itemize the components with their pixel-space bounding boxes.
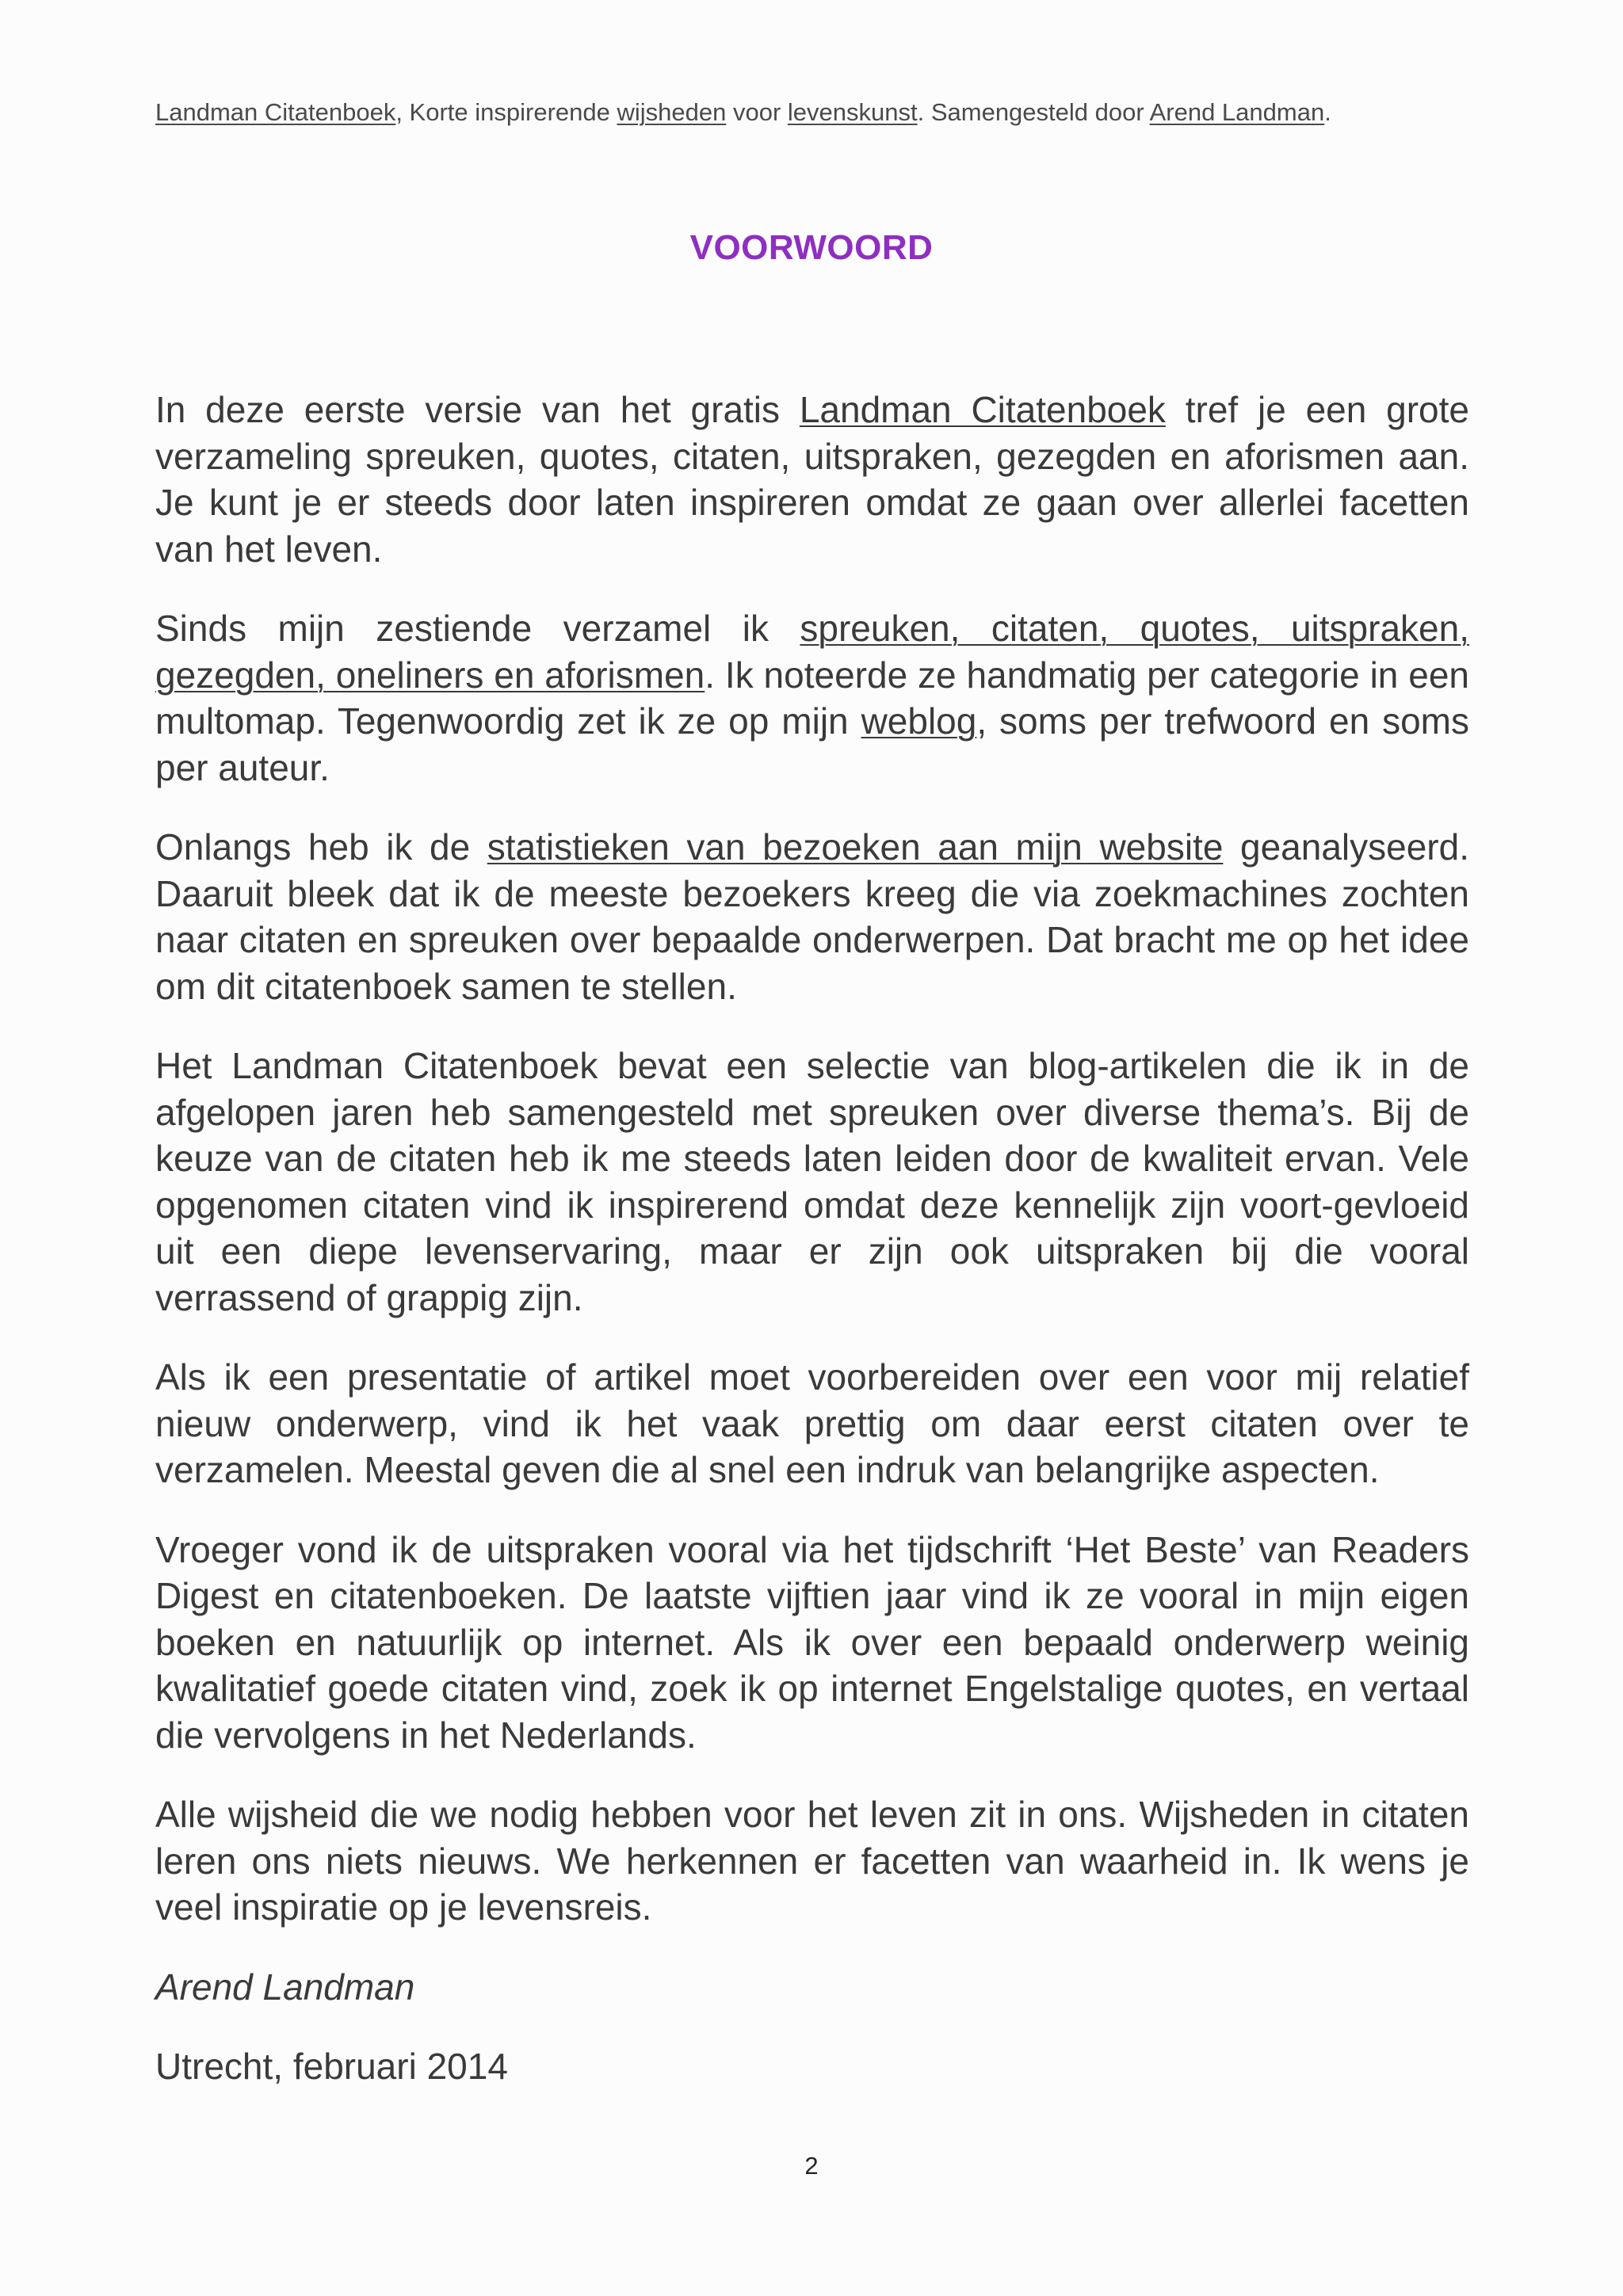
header-link-citatenboek[interactable]: Landman Citatenboek	[155, 98, 396, 126]
header-link-wijsheden[interactable]: wijsheden	[617, 98, 727, 126]
place-date: Utrecht, februari 2014	[155, 2046, 508, 2087]
paragraph-text: . Ik noteerde ze handmatig per categorie in een multomap. Tegenwoordig zet ik ze op mijn	[155, 654, 1469, 742]
link-spreuken-collection[interactable]: spreuken, citaten, quotes, uitspraken, gezegden, oneliners en aforismen	[155, 608, 1469, 696]
link-landman-citatenboek[interactable]: Landman Citatenboek	[799, 389, 1166, 430]
running-header	[155, 98, 1471, 127]
paragraph-text: Onlangs heb ik de	[155, 826, 487, 868]
page-number: 2	[804, 2152, 819, 2180]
paragraph-1	[155, 387, 1469, 572]
paragraph-text: tref je een grote verzameling spreuken, quotes, citaten, uitspraken, gezegden en aforismen aan. Je kunt je er steeds door laten inspireren omdat ze gaan over allerlei facetten van het leven.	[155, 389, 1469, 570]
paragraph-5: Als ik een presentatie of artikel moet voorbereiden over een voor mij relatief nieuw onderwerp, vind ik het vaak prettig om daar eerst citaten over te verzamelen. Meestal geven die al snel een indruk van belangrijke aspecten.	[155, 1356, 1469, 1490]
paragraph-2	[155, 605, 1469, 791]
header-text: voor	[726, 98, 788, 126]
paragraph-text: In deze eerste versie van het gratis	[155, 389, 800, 430]
header-link-levenskunst[interactable]: levenskunst	[787, 98, 918, 126]
header-text: . Samengesteld door	[917, 98, 1150, 126]
link-website-statistics[interactable]: statistieken van bezoeken aan mijn website	[487, 826, 1224, 868]
paragraph-text: geanalyseerd. Daaruit bleek dat ik de meeste bezoekers kreeg die via zoekmachines zochten naar citaten en spreuken over bepaalde onderwerpen. Dat bracht me op het idee om dit citatenboek samen te stellen.	[155, 826, 1469, 1007]
header-text: .	[1324, 98, 1331, 126]
paragraph-7: Alle wijsheid die we nodig hebben voor het leven zit in ons. Wijsheden in citaten leren ons niets nieuws. We herkennen er facetten van waarheid in. Ik wens je veel inspiratie op je levensreis.	[155, 1794, 1469, 1928]
paragraph-3	[155, 824, 1469, 1009]
chapter-title: VOORWOORD	[689, 228, 934, 267]
header-text: , Korte inspirerende	[395, 98, 617, 126]
link-weblog[interactable]: weblog	[861, 700, 977, 742]
paragraph-text: Sinds mijn zestiende verzamel ik	[155, 608, 800, 649]
header-link-author[interactable]: Arend Landman	[1149, 98, 1325, 126]
paragraph-text: , soms per trefwoord en soms per auteur.	[155, 700, 1469, 788]
paragraph-6: Vroeger vond ik de uitspraken vooral via het tijdschrift ‘Het Beste’ van Readers Digest en citatenboeken. De laatste vijftien jaar vind ik ze vooral in mijn eigen boeken en natuurlijk op internet. Als ik over een bepaald onderwerp weinig kwalitatief goede citaten vind, zoek ik op internet Engelstalige quotes, en vertaal die vervolgens in het Nederlands.	[155, 1528, 1469, 1756]
paragraph-4: Het Landman Citatenboek bevat een selectie van blog-artikelen die ik in de afgelopen jaren heb samengesteld met spreuken over diverse thema’s. Bij de keuze van de citaten heb ik me steeds laten leiden door de kwaliteit ervan. Vele opgenomen citaten vind ik inspirerend omdat deze kennelijk zijn voort-gevloeid uit een diepe levenservaring, maar er zijn ook uitspraken bij die vooral verrassend of grappig zijn.	[155, 1045, 1469, 1318]
author-signature: Arend Landman	[155, 1966, 415, 2008]
foreword-body	[155, 387, 1469, 2123]
